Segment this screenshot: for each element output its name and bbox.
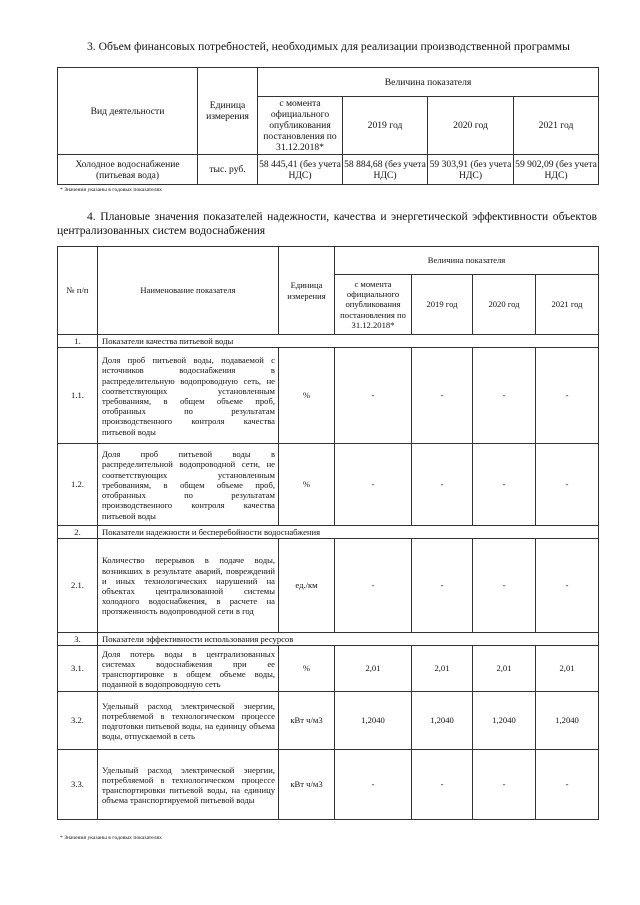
header-period: с момента официального опубликования постановления по 31.12.2018*: [335, 275, 412, 335]
value-cell: -: [473, 750, 536, 820]
value-cell: -: [473, 348, 536, 444]
value-cell: -: [335, 539, 412, 633]
indicator-name: Удельный расход электрической энергии, потребляемой в технологическом процессе подготовки питьевой воды, на единицу объема воды, отпускаемой в сеть: [98, 692, 279, 750]
table-row: [58, 646, 599, 692]
value-cell: 2,01: [335, 646, 412, 692]
row-number: 3.2.: [58, 692, 98, 750]
value-cell: 1,2040: [412, 692, 473, 750]
indicators-table: [57, 246, 599, 820]
unit-cell: тыс. руб.: [198, 155, 258, 185]
footnote: * Значения указаны в годовых показателях: [60, 835, 162, 841]
value-cell: -: [473, 444, 536, 526]
value-cell: 1,2040: [536, 692, 599, 750]
value-cell: 2,01: [536, 646, 599, 692]
row-number: 1.2.: [58, 444, 98, 526]
value-cell: -: [335, 348, 412, 444]
unit-cell: кВт ч/м3: [279, 750, 335, 820]
value-cell: -: [536, 750, 599, 820]
header-value: Величина показателя: [258, 68, 599, 97]
section-4-heading: 4. Плановые значения показателей надежности, качества и энергетической эффективности объектов централизованных систем водоснабжения: [57, 210, 597, 237]
header-period: 2021 год: [514, 97, 599, 155]
header-num: № п/п: [58, 247, 98, 335]
section-title: Показатели качества питьевой воды: [98, 335, 599, 348]
value-cell: 59 902,09 (без учета НДС): [514, 155, 599, 185]
indicator-name: Доля проб питьевой воды в распределительной водопроводной сети, не соответствующих установленным требованиям, в общем объеме проб, отобранных по результатам производственного контроля качества питьевой воды: [98, 444, 279, 526]
unit-cell: %: [279, 646, 335, 692]
unit-cell: %: [279, 444, 335, 526]
financial-needs-table: [57, 67, 599, 185]
value-cell: 2,01: [412, 646, 473, 692]
section-3-heading: 3. Объем финансовых потребностей, необходимых для реализации производственной программы: [87, 40, 570, 53]
activity-cell: Холодное водоснабжение (питьевая вода): [58, 155, 198, 185]
unit-cell: %: [279, 348, 335, 444]
value-cell: -: [335, 444, 412, 526]
section-title: Показатели надежности и бесперебойности водоснабжения: [98, 526, 599, 539]
unit-cell: ед./км: [279, 539, 335, 633]
header-activity: Вид деятельности: [58, 68, 198, 155]
indicator-name: Доля проб питьевой воды, подаваемой с источников водоснабжения в распределительную водопроводную сеть, не соответствующих установленным требованиям, в общем объеме проб, отобранных по результатам производственного контроля качества питьевой воды: [98, 348, 279, 444]
section-title: Показатели эффективности использования ресурсов: [98, 633, 599, 646]
unit-cell: кВт ч/м3: [279, 692, 335, 750]
row-number: 1.: [58, 335, 98, 348]
value-cell: -: [412, 348, 473, 444]
value-cell: -: [335, 750, 412, 820]
indicator-name: Количество перерывов в подаче воды, возникших в результате аварий, повреждений и иных технологических нарушений на объектах централизованной системы холодного водоснабжения, в расчете на протяженность водопроводной сети в год: [98, 539, 279, 633]
header-value: Величина показателя: [335, 247, 599, 275]
indicator-name: Удельный расход электрической энергии, потребляемой в технологическом процессе транспортировки питьевой воды, на единицу объема транспортируемой питьевой воды: [98, 750, 279, 820]
indicator-name: Доля потерь воды в централизованных системах водоснабжения при ее транспортировке в общем объеме воды, поданной в водопроводную сеть: [98, 646, 279, 692]
header-name: Наименование показателя: [98, 247, 279, 335]
value-cell: 1,2040: [473, 692, 536, 750]
value-cell: -: [536, 348, 599, 444]
table-row: [58, 444, 599, 526]
value-cell: -: [536, 539, 599, 633]
value-cell: -: [536, 444, 599, 526]
table-row: [58, 539, 599, 633]
header-period: 2021 год: [536, 275, 599, 335]
row-number: 3.1.: [58, 646, 98, 692]
header-unit: Единица измерения: [279, 247, 335, 335]
row-number: 2.1.: [58, 539, 98, 633]
header-period: 2019 год: [412, 275, 473, 335]
header-period: 2020 год: [473, 275, 536, 335]
header-period: 2020 год: [428, 97, 514, 155]
value-cell: 59 303,91 (без учета НДС): [428, 155, 514, 185]
value-cell: 2,01: [473, 646, 536, 692]
header-period: с момента официального опубликования постановления по 31.12.2018*: [258, 97, 343, 155]
row-number: 1.1.: [58, 348, 98, 444]
value-cell: -: [412, 539, 473, 633]
value-cell: -: [412, 444, 473, 526]
table-row: [58, 348, 599, 444]
header-unit: Единица измерения: [198, 68, 258, 155]
footnote: * Значения указаны в годовых показателях: [60, 187, 162, 193]
value-cell: 1,2040: [335, 692, 412, 750]
table-row: [58, 750, 599, 820]
table-row: [58, 155, 599, 185]
section-row: [58, 526, 599, 539]
value-cell: 58 884,68 (без учета НДС): [343, 155, 428, 185]
row-number: 3.3.: [58, 750, 98, 820]
value-cell: -: [473, 539, 536, 633]
value-cell: 58 445,41 (без учета НДС): [258, 155, 343, 185]
row-number: 3.: [58, 633, 98, 646]
section-row: [58, 335, 599, 348]
header-period: 2019 год: [343, 97, 428, 155]
section-row: [58, 633, 599, 646]
value-cell: -: [412, 750, 473, 820]
table-row: [58, 692, 599, 750]
row-number: 2.: [58, 526, 98, 539]
